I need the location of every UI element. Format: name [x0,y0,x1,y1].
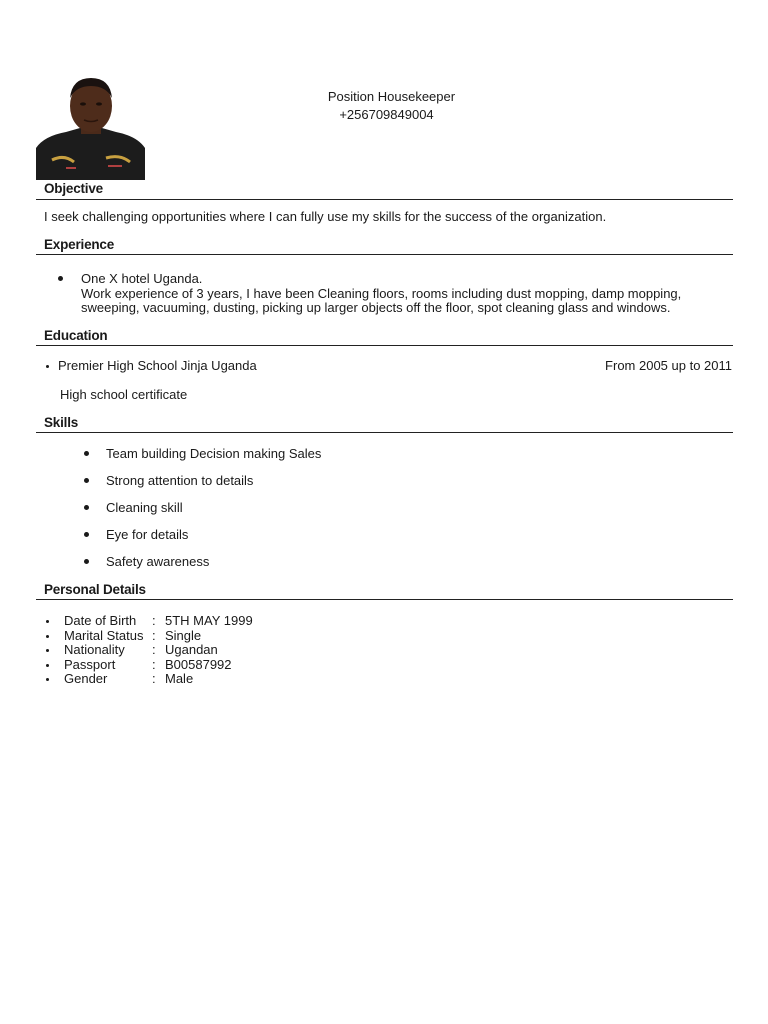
objective-divider [36,199,733,200]
skill-item: Cleaning skill [106,500,183,515]
skill-item: Strong attention to details [106,473,254,488]
detail-value: B00587992 [165,657,232,672]
experience-heading: Experience [44,237,115,252]
experience-description-line-1: Work experience of 3 years, I have been Cleaning floors, rooms including dust mopping, damp mopping, [81,286,682,301]
education-heading: Education [44,328,108,343]
objective-heading: Objective [44,181,103,196]
bullet-icon [58,276,63,281]
detail-label: Date of Birth [64,613,137,628]
bullet-icon [46,365,49,368]
bullet-icon [46,664,49,667]
bullet-icon [84,478,89,483]
personal-detail-row [0,671,768,686]
detail-label: Marital Status [64,628,144,643]
phone-number: +256709849004 [339,107,434,122]
personal-detail-row [0,657,768,672]
detail-separator: : [152,657,156,672]
detail-value: 5TH MAY 1999 [165,613,253,628]
detail-label: Nationality [64,642,125,657]
bullet-icon [84,559,89,564]
bullet-icon [46,620,49,623]
education-certificate: High school certificate [60,387,188,402]
experience-description-line-2: sweeping, vacuuming, dusting, picking up larger objects off the floor, spot cleaning glass and windows. [81,300,671,315]
experience-employer: One X hotel Uganda. [81,271,203,286]
detail-value: Single [165,628,202,643]
skills-heading: Skills [44,415,79,430]
education-period: From 2005 up to 2011 [605,358,732,373]
detail-separator: : [152,671,156,686]
skill-item: Team building Decision making Sales [106,446,322,461]
detail-value: Ugandan [165,642,218,657]
bullet-icon [84,451,89,456]
objective-text: I seek challenging opportunities where I can fully use my skills for the success of the organization. [44,209,607,224]
detail-separator: : [152,628,156,643]
position-title: Position Housekeeper [327,89,456,104]
education-divider [36,345,733,346]
personal-details-heading: Personal Details [44,582,146,597]
detail-separator: : [152,642,156,657]
bullet-icon [46,678,49,681]
bullet-icon [46,649,49,652]
detail-value: Male [165,671,194,686]
personal-detail-row [0,613,768,628]
detail-separator: : [152,613,156,628]
experience-divider [36,254,733,255]
personal-details-divider [36,599,733,600]
detail-label: Passport [64,657,116,672]
skill-item: Eye for details [106,527,189,542]
skill-item: Safety awareness [106,554,210,569]
education-school: Premier High School Jinja Uganda [58,358,257,373]
bullet-icon [84,532,89,537]
personal-detail-row [0,642,768,657]
personal-detail-row [0,628,768,643]
detail-label: Gender [64,671,108,686]
bullet-icon [84,505,89,510]
skills-divider [36,432,733,433]
bullet-icon [46,635,49,638]
